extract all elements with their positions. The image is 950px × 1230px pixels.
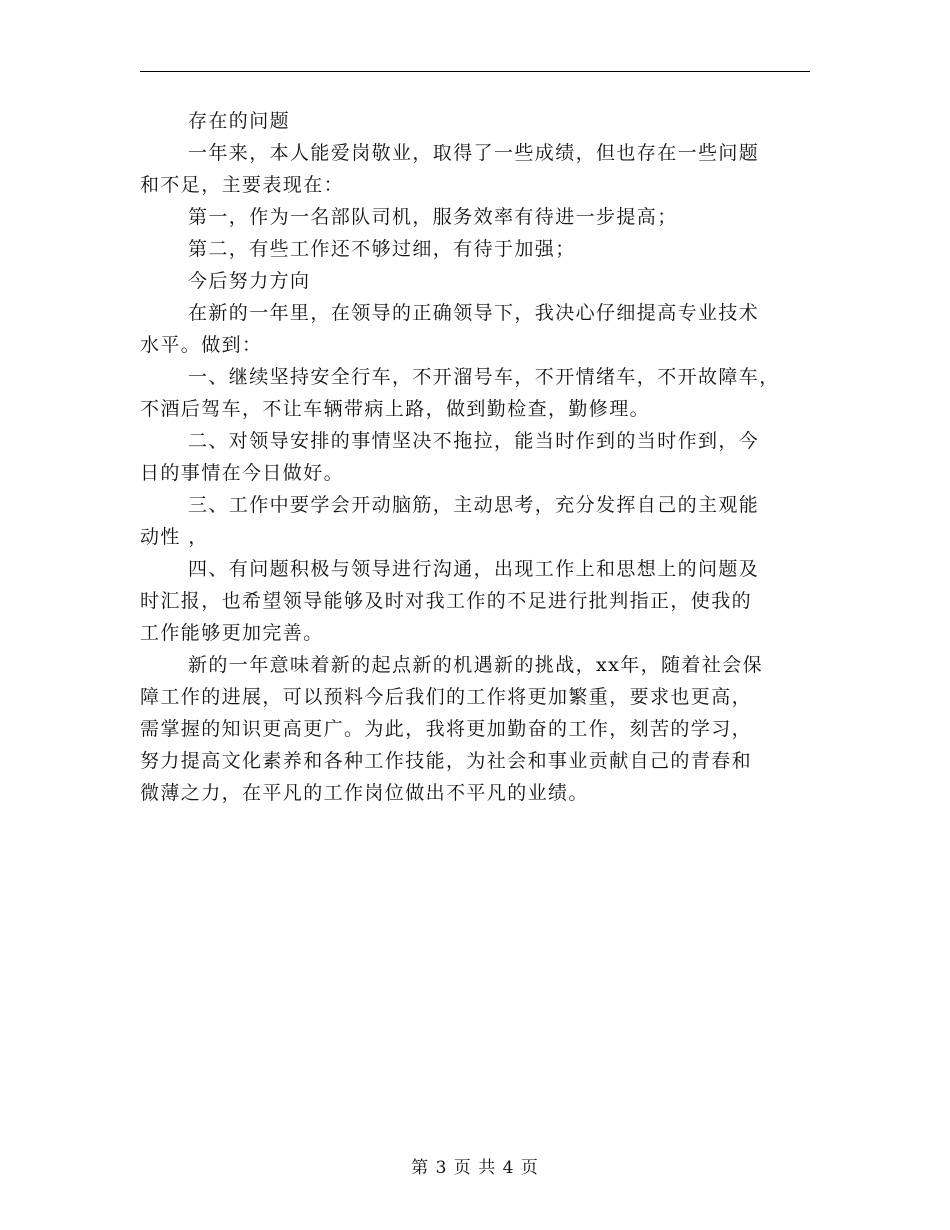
paragraph-second-issue	[140, 233, 810, 265]
text-line: 水平。做到：	[140, 334, 263, 356]
text-line: 时汇报，也希望领导能够及时对我工作的不足进行批判指正，使我的	[140, 590, 753, 612]
text-line: 工作能够更加完善。	[140, 622, 324, 644]
text-line: 二、对领导安排的事情坚决不拖拉，能当时作到的当时作到，今	[188, 430, 760, 452]
paragraph-closing	[140, 649, 810, 809]
paragraph-intro	[140, 137, 810, 201]
text-line: 一、继续坚持安全行车，不开溜号车，不开情绪车，不开故障车，	[188, 366, 780, 388]
paragraph-item-two	[140, 425, 810, 489]
text-line: 障工作的进展，可以预料今后我们的工作将更加繁重，要求也更高，	[140, 686, 753, 708]
text-line: 微薄之力，在平凡的工作岗位做出不平凡的业绩。	[140, 782, 589, 804]
text-line: 四、有问题积极与领导进行沟通，出现工作上和思想上的问题及	[188, 558, 760, 580]
text-line: 第二，有些工作还不够过细，有待于加强；	[188, 238, 576, 260]
paragraph-item-three	[140, 489, 810, 553]
page-number-footer: 第 3 页 共 4 页	[411, 1158, 539, 1178]
text-line: 今后努力方向	[188, 270, 311, 292]
text-line: 不酒后驾车，不让车辆带病上路，做到勤检查，勤修理。	[140, 398, 651, 420]
text-line: 三、工作中要学会开动脑筋，主动思考，充分发挥自己的主观能	[188, 494, 760, 516]
paragraph-new-year	[140, 297, 810, 361]
text-line: 新的一年意味着新的起点新的机遇新的挑战，xx年，随着社会保	[188, 654, 764, 676]
text-line: 第一，作为一名部队司机，服务效率有待进一步提高；	[188, 206, 678, 228]
header-rule	[140, 71, 810, 72]
paragraph-item-four	[140, 553, 810, 649]
text-line: 一年来，本人能爱岗敬业，取得了一些成绩，但也存在一些问题	[188, 142, 760, 164]
paragraph-item-one	[140, 361, 810, 425]
paragraph-first-issue	[140, 201, 810, 233]
text-line: 动性 ，	[140, 526, 209, 548]
section-heading-direction	[140, 265, 810, 297]
section-heading-problems	[140, 105, 810, 137]
text-line: 努力提高文化素养和各种工作技能，为社会和事业贡献自己的青春和	[140, 750, 753, 772]
text-line: 需掌握的知识更高更广。为此，我将更加勤奋的工作，刻苦的学习，	[140, 718, 753, 740]
text-line: 日的事情在今日做好。	[140, 462, 345, 484]
text-line: 存在的问题	[188, 110, 291, 132]
text-line: 在新的一年里，在领导的正确领导下，我决心仔细提高专业技术	[188, 302, 760, 324]
document-body	[140, 105, 810, 809]
text-line: 和不足，主要表现在：	[140, 174, 345, 196]
